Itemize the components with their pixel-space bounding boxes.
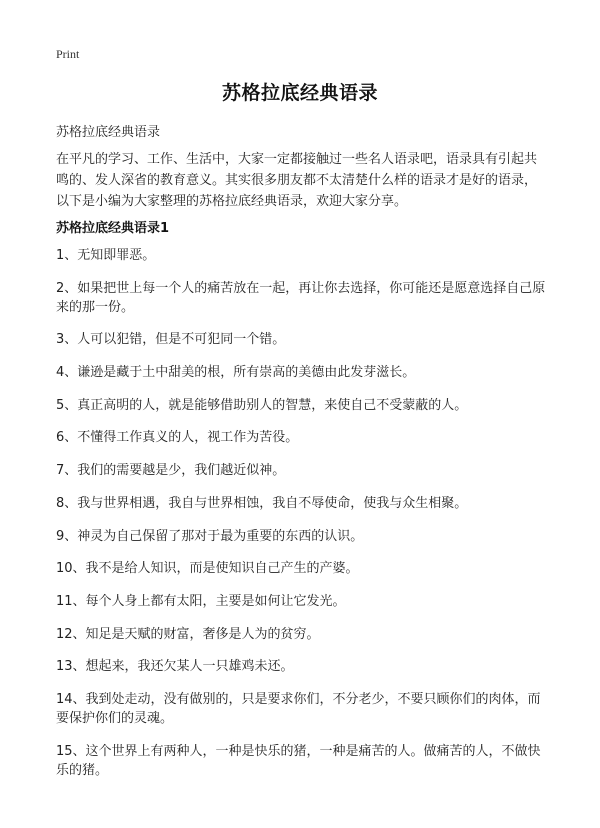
quote-item-8: 8、我与世界相遇，我自与世界相蚀，我自不辱使命，使我与众生相聚。	[56, 495, 468, 511]
quote-item-10: 10、我不是给人知识，而是使知识自己产生的产婆。	[56, 561, 359, 577]
section-heading: 苏格拉底经典语录1	[56, 221, 170, 236]
quote-item-5: 5、真正高明的人，就是能够借助别人的智慧，来使自己不受蒙蔽的人。	[56, 397, 468, 413]
quote-item-7: 7、我们的需要越是少，我们越近似神。	[56, 463, 286, 479]
quote-list	[56, 246, 548, 793]
quote-item-13: 13、想起来，我还欠某人一只雄鸡未还。	[56, 659, 294, 675]
quote-item-12: 12、知足是天赋的财富，奢侈是人为的贫穷。	[56, 626, 320, 642]
intro-paragraph: 在平凡的学习、工作、生活中，大家一定都接触过一些名人语录吧，语录具有引起共鸣的、发人深省的教育意义。其实很多朋友都不太清楚什么样的语录才是好的语录，以下是小编为大家整理的苏格拉底经典语录，欢迎大家分享。	[56, 152, 538, 209]
quote-item-9: 9、神灵为自己保留了那对于最为重要的东西的认识。	[56, 528, 364, 544]
quote-item-4: 4、谦逊是藏于土中甜美的根，所有崇高的美德由此发芽滋长。	[56, 365, 416, 381]
quote-item-6: 6、不懂得工作真义的人，视工作为苦役。	[56, 430, 299, 446]
quote-item-2: 2、如果把世上每一个人的痛苦放在一起，再让你去选择，你可能还是愿意选择自己原来的那一份。	[56, 280, 546, 315]
quote-item-11: 11、每个人身上都有太阳，主要是如何让它发光。	[56, 593, 346, 609]
quote-item-14: 14、我到处走动，没有做别的，只是要求你们，不分老少，不要只顾你们的肉体，而要保护你们的灵魂。	[56, 691, 541, 726]
page-title: 苏格拉底经典语录	[221, 82, 378, 104]
quote-item-3: 3、人可以犯错，但是不可犯同一个错。	[56, 332, 286, 348]
quote-item-1: 1、无知即罪恶。	[56, 248, 156, 263]
print-link[interactable]: Print	[56, 47, 80, 61]
page-subtitle: 苏格拉底经典语录	[56, 125, 161, 140]
quote-item-15: 15、这个世界上有两种人，一种是快乐的猪，一种是痛苦的人。做痛苦的人，不做快乐的猪。	[56, 743, 541, 778]
